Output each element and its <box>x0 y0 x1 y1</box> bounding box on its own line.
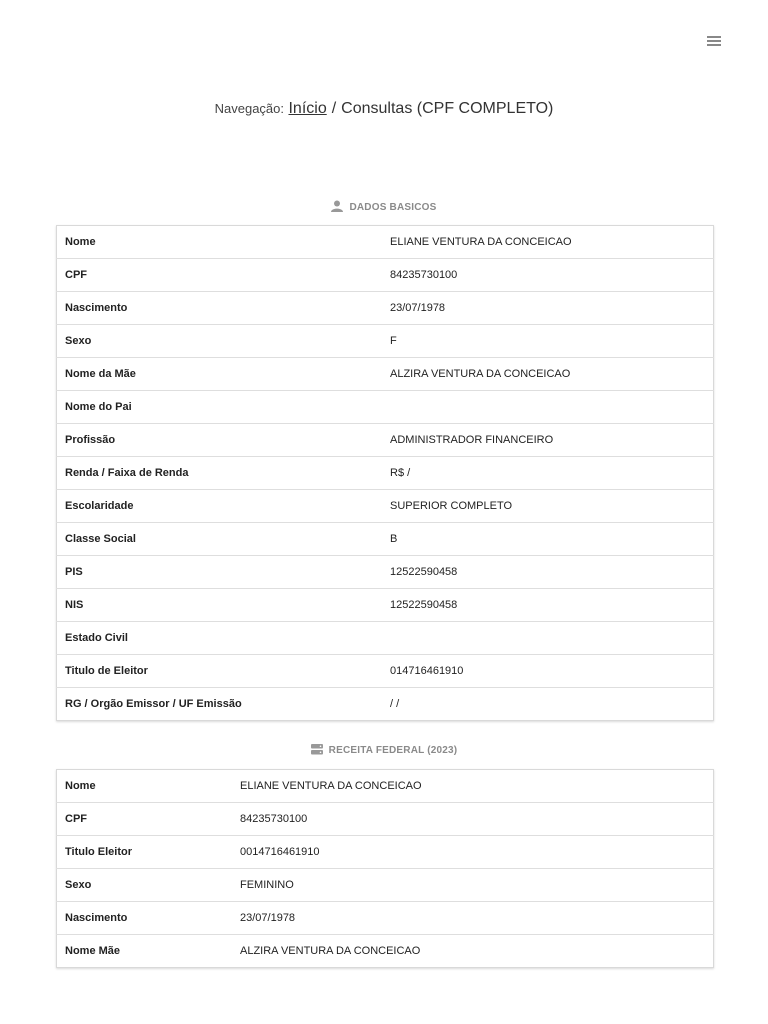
row-value <box>382 391 714 424</box>
receita-federal-table <box>56 769 714 968</box>
server-icon <box>311 744 323 755</box>
breadcrumb-separator: / <box>331 100 337 117</box>
table-row <box>57 869 714 902</box>
breadcrumb-current: Consultas (CPF COMPLETO) <box>341 100 554 117</box>
breadcrumb-home-link[interactable]: Início <box>288 100 327 117</box>
row-label: Nome Mãe <box>57 935 233 968</box>
table-row <box>57 902 714 935</box>
table-row <box>57 523 714 556</box>
row-label: Sexo <box>57 325 383 358</box>
row-label: PIS <box>57 556 383 589</box>
row-value: ELIANE VENTURA DA CONCEICAO <box>390 236 572 248</box>
row-label: RG / Orgão Emissor / UF Emissão <box>57 688 383 721</box>
table-row <box>57 622 714 655</box>
table-row <box>57 226 714 259</box>
row-label: CPF <box>57 803 233 836</box>
row-label: Nome <box>65 780 96 792</box>
row-value: 014716461910 <box>382 655 714 688</box>
row-value: 84235730100 <box>232 803 714 836</box>
table-row <box>57 589 714 622</box>
row-value: 12522590458 <box>382 589 714 622</box>
row-label: Nascimento <box>57 902 233 935</box>
table-row <box>57 424 714 457</box>
row-label: Profissão <box>57 424 383 457</box>
row-label: Estado Civil <box>57 622 383 655</box>
row-value: SUPERIOR COMPLETO <box>382 490 714 523</box>
table-row <box>57 325 714 358</box>
row-value: F <box>382 325 714 358</box>
row-label: Classe Social <box>57 523 383 556</box>
row-value: / / <box>382 688 714 721</box>
row-label: Nome do Pai <box>57 391 383 424</box>
row-label: Sexo <box>57 869 233 902</box>
row-label: Nome <box>65 236 96 248</box>
row-value: FEMININO <box>232 869 714 902</box>
row-value: R$ / <box>382 457 714 490</box>
row-label: CPF <box>57 259 383 292</box>
table-row <box>57 259 714 292</box>
section-title-dados-basicos <box>0 200 768 213</box>
row-value: ALZIRA VENTURA DA CONCEICAO <box>232 935 714 968</box>
row-label: Renda / Faixa de Renda <box>57 457 383 490</box>
dados-basicos-table <box>56 225 714 721</box>
breadcrumb <box>0 100 768 118</box>
table-row <box>57 655 714 688</box>
row-value <box>382 622 714 655</box>
user-icon <box>331 200 343 212</box>
row-value: 23/07/1978 <box>382 292 714 325</box>
table-row <box>57 935 714 968</box>
section-title-text: DADOS BASICOS <box>349 202 437 213</box>
table-row <box>57 358 714 391</box>
row-label: Escolaridade <box>57 490 383 523</box>
section-title-receita-federal <box>0 744 768 756</box>
table-row <box>57 803 714 836</box>
table-row <box>57 292 714 325</box>
table-row <box>57 556 714 589</box>
row-value: 0014716461910 <box>232 836 714 869</box>
hamburger-menu-icon[interactable] <box>707 36 721 48</box>
row-value: ELIANE VENTURA DA CONCEICAO <box>240 780 422 792</box>
row-value: ALZIRA VENTURA DA CONCEICAO <box>382 358 714 391</box>
row-label: Titulo de Eleitor <box>57 655 383 688</box>
table-row <box>57 391 714 424</box>
table-row <box>57 688 714 721</box>
table-row <box>57 770 714 803</box>
row-label: Nascimento <box>57 292 383 325</box>
breadcrumb-label: Navegação: <box>214 101 285 116</box>
row-label: Titulo Eleitor <box>57 836 233 869</box>
row-value: 23/07/1978 <box>232 902 714 935</box>
row-value: 12522590458 <box>382 556 714 589</box>
row-label: NIS <box>57 589 383 622</box>
row-value: B <box>382 523 714 556</box>
table-row <box>57 457 714 490</box>
table-row <box>57 490 714 523</box>
row-value: ADMINISTRADOR FINANCEIRO <box>382 424 714 457</box>
row-label: Nome da Mãe <box>57 358 383 391</box>
section-title-text: RECEITA FEDERAL (2023) <box>328 745 458 756</box>
table-row <box>57 836 714 869</box>
row-value: 84235730100 <box>382 259 714 292</box>
